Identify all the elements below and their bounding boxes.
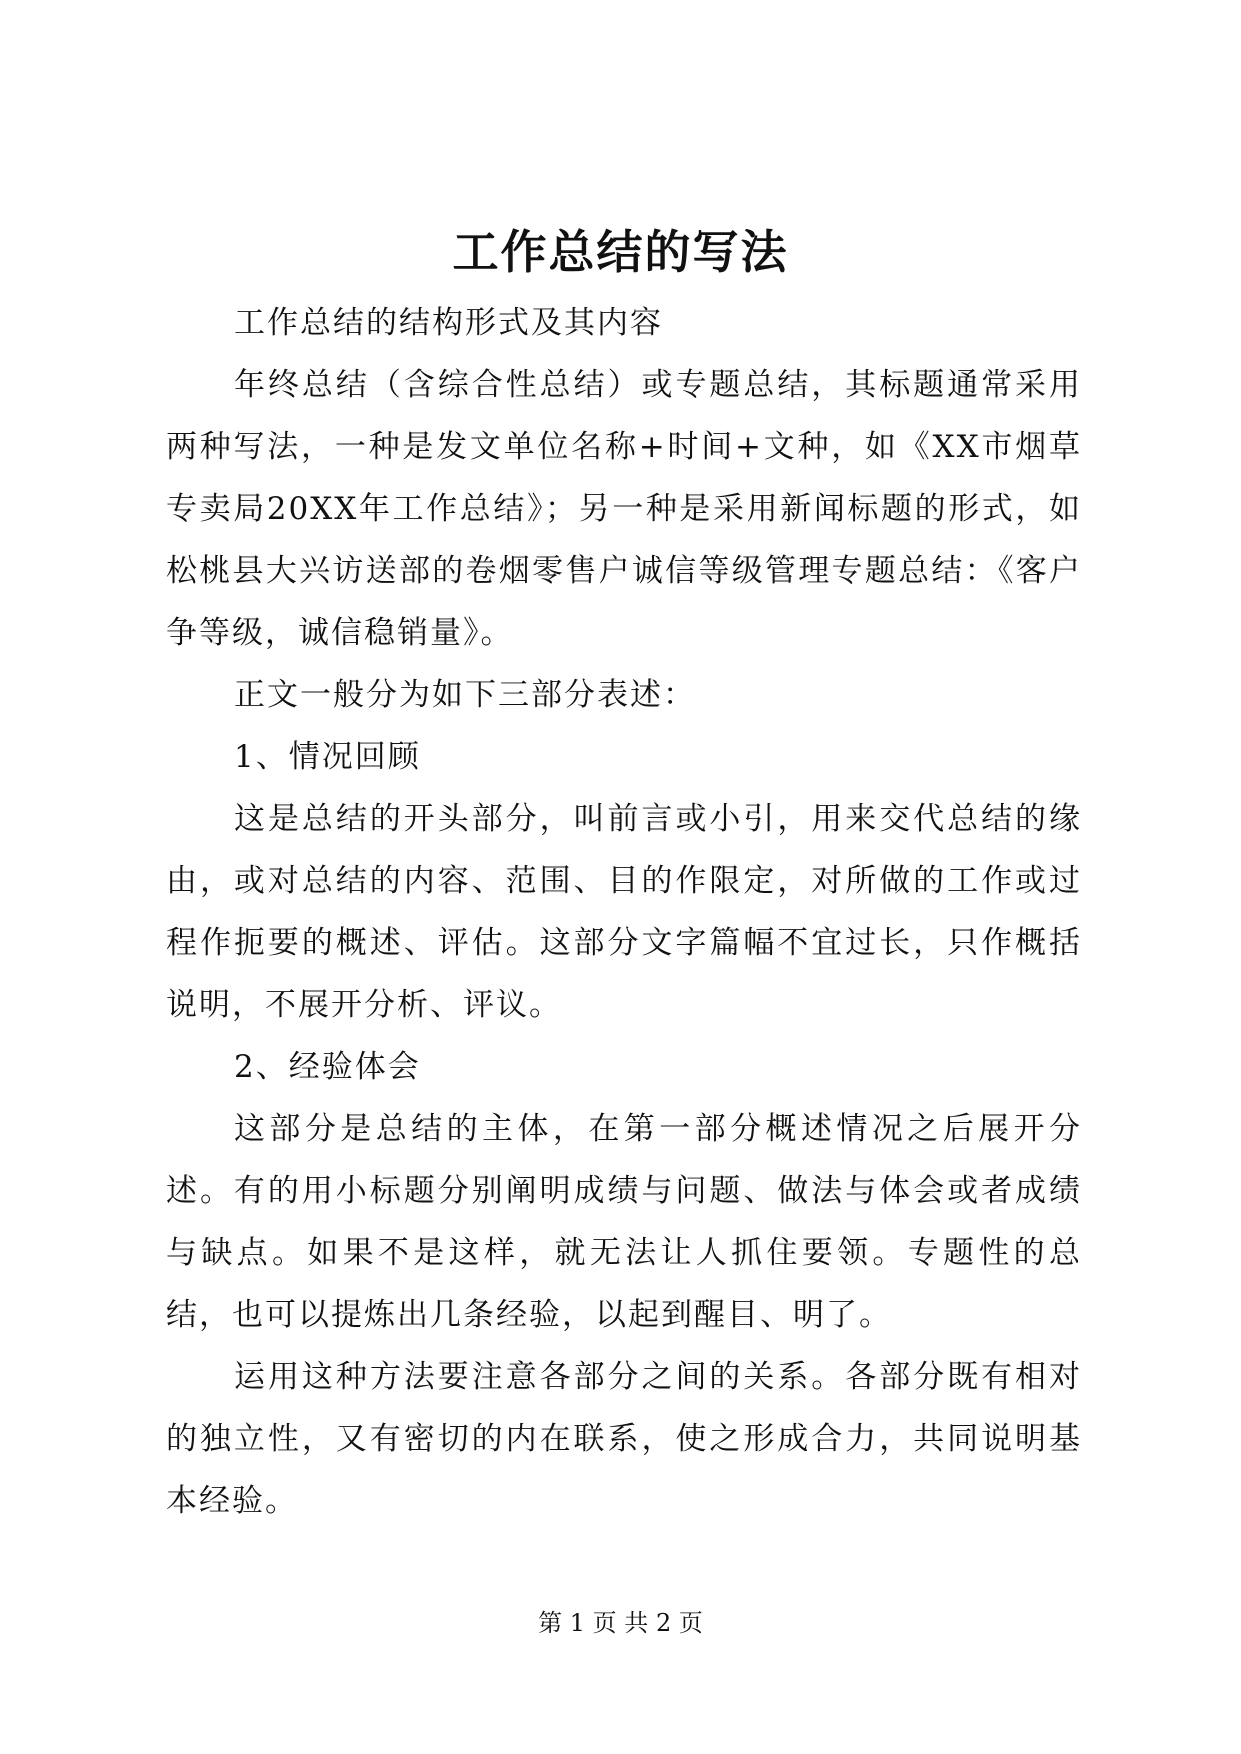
- paragraph-title-formats: 年终总结（含综合性总结）或专题总结，其标题通常采用两种写法，一种是发文单位名称+时间+文种，如《XX市烟草专卖局20XX年工作总结》；另一种是采用新闻标题的形式，如松桃县大兴访送部的卷烟零售户诚信等级管理专题总结：《客户争等级，诚信稳销量》。: [166, 367, 1082, 651]
- page-footer: 第 1 页 共 2 页: [538, 1609, 703, 1637]
- paragraph-experience-text: 这部分是总结的主体，在第一部分概述情况之后展开分述。有的用小标题分别阐明成绩与问题、做法与体会或者成绩与缺点。如果不是这样，就无法让人抓住要领。专题性的总结，也可以提炼出几条经验，以起到醒目、明了。: [166, 1111, 1082, 1333]
- paragraph-heading-experience: 2、经验体会: [234, 1049, 421, 1085]
- paragraph-method-text: 运用这种方法要注意各部分之间的关系。各部分既有相对的独立性，又有密切的内在联系，使之形成合力，共同说明基本经验。: [166, 1359, 1082, 1519]
- document-title: 工作总结的写法: [452, 225, 789, 279]
- paragraph-heading-review: 1、情况回顾: [234, 739, 421, 775]
- paragraph-section-heading: 工作总结的结构形式及其内容: [234, 305, 663, 341]
- document-body: [166, 292, 1082, 1532]
- paragraph-review-text: 这是总结的开头部分，叫前言或小引，用来交代总结的缘由，或对总结的内容、范围、目的作限定，对所做的工作或过程作扼要的概述、评估。这部分文字篇幅不宜过长，只作概括说明，不展开分析、评议。: [166, 801, 1082, 1023]
- paragraph-body-intro: 正文一般分为如下三部分表述：: [234, 677, 696, 713]
